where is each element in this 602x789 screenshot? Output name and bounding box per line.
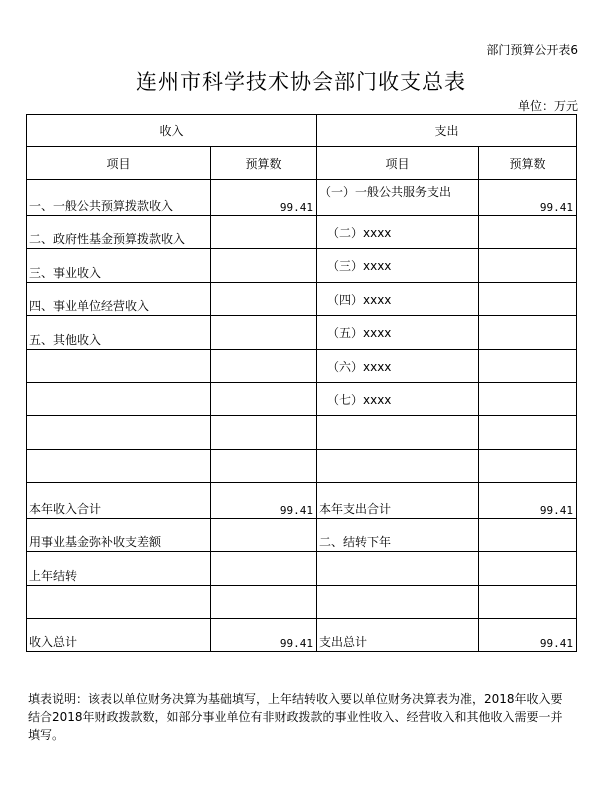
income-value-cell <box>211 216 317 249</box>
income-item-header: 项目 <box>27 147 211 180</box>
income-item-cell: 用事业基金弥补收支差额 <box>27 519 211 552</box>
expense-value-cell <box>479 350 577 383</box>
table-row <box>27 416 577 450</box>
income-budget-header: 预算数 <box>211 147 317 180</box>
income-item-cell: 上年结转 <box>27 552 211 586</box>
expense-value-cell <box>479 519 577 552</box>
expense-item-cell: 支出总计 <box>317 619 479 652</box>
table-row <box>27 450 577 483</box>
expense-section-header: 支出 <box>317 115 577 147</box>
income-value-cell <box>211 552 317 586</box>
expense-value-cell: 99.41 <box>479 483 577 519</box>
income-item-cell <box>27 383 211 416</box>
income-item-cell: 五、其他收入 <box>27 316 211 350</box>
income-value-cell: 99.41 <box>211 483 317 519</box>
income-item-cell <box>27 416 211 450</box>
income-value-cell <box>211 316 317 350</box>
table-row <box>27 519 577 552</box>
income-item-cell: 收入总计 <box>27 619 211 652</box>
column-header-row <box>27 147 577 180</box>
expense-item-cell: （一）一般公共服务支出 <box>317 180 479 216</box>
table-row <box>27 249 577 283</box>
table-row <box>27 586 577 619</box>
table-row <box>27 350 577 383</box>
table-row <box>27 552 577 586</box>
expense-item-cell: （三）xxxx <box>317 249 479 283</box>
expense-value-cell <box>479 316 577 350</box>
expense-value-cell <box>479 450 577 483</box>
expense-value-cell <box>479 552 577 586</box>
table-row <box>27 283 577 316</box>
expense-item-cell <box>317 416 479 450</box>
income-value-cell: 99.41 <box>211 180 317 216</box>
expense-value-cell <box>479 283 577 316</box>
section-header-row <box>27 115 577 147</box>
income-value-cell <box>211 283 317 316</box>
income-value-cell <box>211 416 317 450</box>
expense-item-cell <box>317 450 479 483</box>
income-value-cell <box>211 383 317 416</box>
income-item-cell <box>27 350 211 383</box>
expense-item-cell <box>317 586 479 619</box>
expense-value-cell <box>479 216 577 249</box>
income-value-cell <box>211 350 317 383</box>
income-item-cell <box>27 586 211 619</box>
income-item-cell: 三、事业收入 <box>27 249 211 283</box>
expense-value-cell: 99.41 <box>479 180 577 216</box>
income-value-cell: 99.41 <box>211 619 317 652</box>
form-code: 部门预算公开表6 <box>486 43 578 57</box>
income-value-cell <box>211 450 317 483</box>
table-row <box>27 216 577 249</box>
table-row <box>27 619 577 652</box>
expense-item-cell: （七）xxxx <box>317 383 479 416</box>
income-item-cell: 本年收入合计 <box>27 483 211 519</box>
income-section-header: 收入 <box>27 115 317 147</box>
expense-item-cell: （二）xxxx <box>317 216 479 249</box>
expense-budget-header: 预算数 <box>479 147 577 180</box>
income-value-cell <box>211 519 317 552</box>
income-value-cell <box>211 249 317 283</box>
expense-value-cell <box>479 249 577 283</box>
expense-value-cell <box>479 383 577 416</box>
budget-table <box>26 114 577 652</box>
expense-item-cell: （五）xxxx <box>317 316 479 350</box>
income-value-cell <box>211 586 317 619</box>
expense-item-header: 项目 <box>317 147 479 180</box>
expense-value-cell: 99.41 <box>479 619 577 652</box>
table-row <box>27 180 577 216</box>
income-item-cell: 一、一般公共预算拨款收入 <box>27 180 211 216</box>
footnote: 填表说明：该表以单位财务决算为基础填写，上年结转收入要以单位财务决算表为准，2018年收入要结合2018年财政拨款数，如部分事业单位有非财政拨款的事业性收入、经营收入和其他收入需要一并填写。 <box>28 692 563 742</box>
expense-value-cell <box>479 586 577 619</box>
expense-item-cell <box>317 552 479 586</box>
table-row <box>27 316 577 350</box>
income-item-cell: 四、事业单位经营收入 <box>27 283 211 316</box>
table-row <box>27 483 577 519</box>
expense-value-cell <box>479 416 577 450</box>
expense-item-cell: 二、结转下年 <box>317 519 479 552</box>
page-title: 连州市科学技术协会部门收支总表 <box>136 70 466 94</box>
unit-label: 单位：万元 <box>517 99 578 113</box>
table-row <box>27 383 577 416</box>
income-item-cell: 二、政府性基金预算拨款收入 <box>27 216 211 249</box>
expense-item-cell: 本年支出合计 <box>317 483 479 519</box>
expense-item-cell: （六）xxxx <box>317 350 479 383</box>
expense-item-cell: （四）xxxx <box>317 283 479 316</box>
income-item-cell <box>27 450 211 483</box>
